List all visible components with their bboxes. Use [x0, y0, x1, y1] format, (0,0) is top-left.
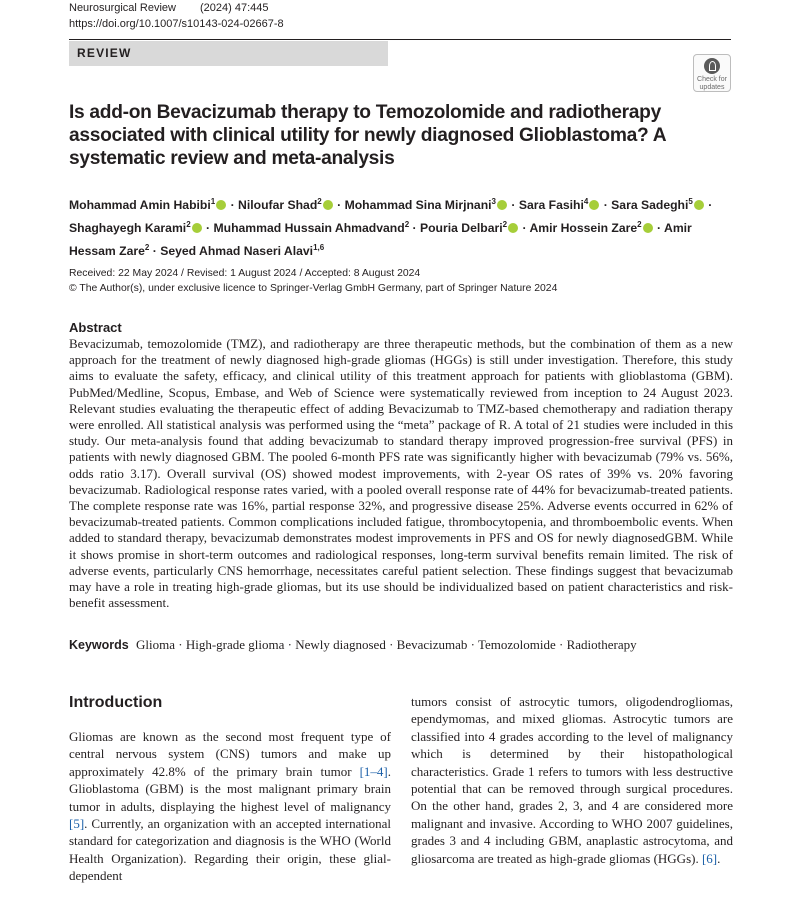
orcid-icon[interactable] [323, 200, 333, 210]
keywords-label: Keywords [69, 638, 129, 652]
author-affiliation: 2 [144, 243, 150, 253]
author-affiliation: 3 [491, 197, 496, 206]
author-separator: · [704, 198, 713, 213]
author[interactable] [69, 198, 227, 212]
abstract-body: Bevacizumab, temozolomide (TMZ), and radiotherapy are three therapeutic methods, but the combination of them as a new approach for the treatment of newly diagnosed high-grade gliomas (HGGs) is still under investigation. Therefore, this study aims to evaluate the safety, efficacy, and clinical utility of this treatment approach for patients with glioblastoma (GBM). PubMed/Medline, Scopus, Embase, and Web of Science were systematically reviewed from inception to 24 August 2023. Relevant studies evaluating the therapeutic effect of adding Bevacizumab to TMZ-based chemotherapy and radiation therapy were enrolled. All statistical analysis was performed using the “meta” package of R. A total of 21 studies were included in this study. Our meta-analysis found that adding bevacizumab to standard therapy improved progression-free survival (PFS) in patients with newly diagnosed GBM. The pooled 6-month PFS rate was significantly higher with bevacizumab (79% vs. 56%, odds ratio 3.17). Overall survival (OS) showed modest improvements, with 2-year OS rates of 39% vs. 20% favoring bevacizumab. Radiological response rates varied, with a pooled overall response rate of 44% for bevacizumab-treated patients. The complete response rate was 16%, partial response 32%, and progressive disease 25%. Adverse events occurred in 62% of bevacizumab-treated patients. Common complications included fatigue, thrombocytopenia, and thromboembolic events. When added to standard therapy, bevacizumab demonstrates modest improvements in PFS and OS for newly diagnosedGBM. While it shows promise in short-term outcomes and radiological responses, long-term survival benefits remain limited. The risk of adverse events, particularly CNS hemorrhage, necessitates careful patient selection. These findings suggest that bevacizumab may have a role in treating high-grade gliomas, but its use should be individualized based on patient characteristics and risk-benefit assessment. [69, 336, 733, 611]
author-affiliation: 2 [186, 220, 191, 230]
introduction-heading: Introduction [69, 694, 163, 711]
author-name: Amir Hossein Zare [529, 221, 638, 236]
keywords-line [69, 637, 733, 653]
author-name: Niloufar Shad [238, 198, 318, 213]
intro-column-left [69, 728, 391, 885]
doi-link[interactable]: https://doi.org/10.1007/s10143-024-02667-8 [69, 18, 284, 30]
badge-line-1: Check for [697, 76, 727, 83]
author-separator: · [409, 221, 420, 236]
author[interactable] [160, 244, 324, 258]
author-separator: · [507, 198, 519, 213]
author-name: Seyed Ahmad Naseri Alavi [160, 244, 314, 259]
author-list [69, 192, 734, 261]
author-name: Shaghayegh Karami [69, 221, 187, 236]
author[interactable] [529, 221, 653, 235]
author-affiliation: 4 [583, 197, 589, 206]
author[interactable] [420, 221, 519, 235]
author-name: Mohammad Sina Mirjnani [344, 198, 492, 213]
author[interactable] [69, 221, 203, 235]
author[interactable] [213, 221, 409, 235]
author-affiliation: 2 [317, 197, 322, 206]
citation-link[interactable]: [5] [69, 816, 85, 832]
article-type-band: REVIEW [69, 41, 388, 66]
author-separator: · [202, 221, 214, 236]
intro-column-right [411, 693, 733, 867]
orcid-icon[interactable] [216, 200, 226, 210]
abstract-heading: Abstract [69, 320, 122, 335]
author[interactable] [345, 198, 508, 212]
header-rule [69, 39, 731, 40]
author-separator: · [227, 198, 239, 213]
citation-link[interactable]: [6] [701, 850, 718, 866]
journal-year-volume: (2024) 47:445 [200, 2, 269, 14]
intro-left-text-1: Gliomas are known as the second most frequent type of central nervous system (CNS) tumors and make up approximately 42.8% of the primary brain tumor [69, 729, 391, 779]
author-separator: · [653, 221, 665, 236]
author-affiliation: 2 [502, 220, 508, 230]
orcid-icon[interactable] [192, 223, 202, 233]
author-affiliation: 1,6 [313, 243, 325, 253]
journal-name: Neurosurgical Review [69, 2, 176, 14]
author-name: Sara Fasihi [518, 198, 584, 213]
copyright-line: © The Author(s), under exclusive licence to Springer-Verlag GmbH Germany, part of Springer Nature 2024 [69, 283, 558, 294]
citation-link[interactable]: [1–4] [359, 763, 388, 779]
orcid-icon[interactable] [643, 223, 653, 233]
intro-left-text-3: . Currently, an organization with an accepted international standard for categorization and diagnosis is the WHO (World Health Organization). Regarding their origin, these glial-dependent [69, 816, 391, 884]
author-affiliation: 5 [688, 197, 693, 206]
intro-right-text-1: tumors consist of astrocytic tumors, oligodendrogliomas, ependymomas, and mixed gliomas. Astrocytic tumors are classified into 4 grades according to the level of malignancy which is determined by their histopathological characteristics. Grade 1 refers to tumors with less destructive potential that can be removed through surgical procedures. On the other hand, grades 2, 3, and 4 are considered more malignant and invasive. According to WHO 2007 guidelines, grades 3 and 4 including GBM, anaplastic astrocytoma, and gliosarcoma are treated as high-grade gliomas (HGGs). [411, 694, 733, 866]
author-name: Amir Hessam Zare [69, 221, 692, 259]
badge-line-2: updates [699, 84, 725, 91]
author-separator: · [600, 198, 612, 213]
article-title: Is add-on Bevacizumab therapy to Temozolomide and radiotherapy associated with clinical utility for newly diagnosed Glioblastoma? A systematic review and meta-analysis [69, 102, 666, 169]
author-name: Pouria Delbari [419, 221, 503, 236]
orcid-icon[interactable] [589, 200, 599, 210]
author-separator: · [333, 198, 345, 213]
author[interactable] [238, 198, 334, 212]
keywords-list: Glioma · High-grade glioma · Newly diagnosed · Bevacizumab · Temozolomide · Radiotherapy [136, 637, 637, 652]
orcid-icon[interactable] [694, 200, 704, 210]
journal-header [69, 2, 269, 14]
author-name: Muhammad Hussain Ahmadvand [213, 221, 405, 236]
author-separator: · [149, 244, 161, 259]
author-affiliation: 2 [404, 220, 410, 230]
author-affiliation: 2 [637, 220, 642, 230]
check-for-updates-badge[interactable] [693, 54, 731, 92]
author-affiliation: 1 [210, 197, 216, 206]
orcid-icon[interactable] [508, 223, 518, 233]
intro-right-text-2: . [717, 850, 721, 866]
check-updates-icon [704, 58, 720, 74]
article-dates: Received: 22 May 2024 / Revised: 1 August 2024 / Accepted: 8 August 2024 [69, 268, 421, 279]
author[interactable] [611, 198, 705, 212]
intro-left-text-2: . Glioblastoma (GBM) is the most malignant primary brain tumor in adults, displaying the highest level of malignancy [69, 763, 391, 814]
author[interactable] [519, 198, 601, 212]
author-separator: · [519, 221, 530, 236]
author-name: Mohammad Amin Habibi [69, 198, 211, 213]
orcid-icon[interactable] [497, 200, 507, 210]
author-name: Sara Sadeghi [611, 198, 689, 213]
